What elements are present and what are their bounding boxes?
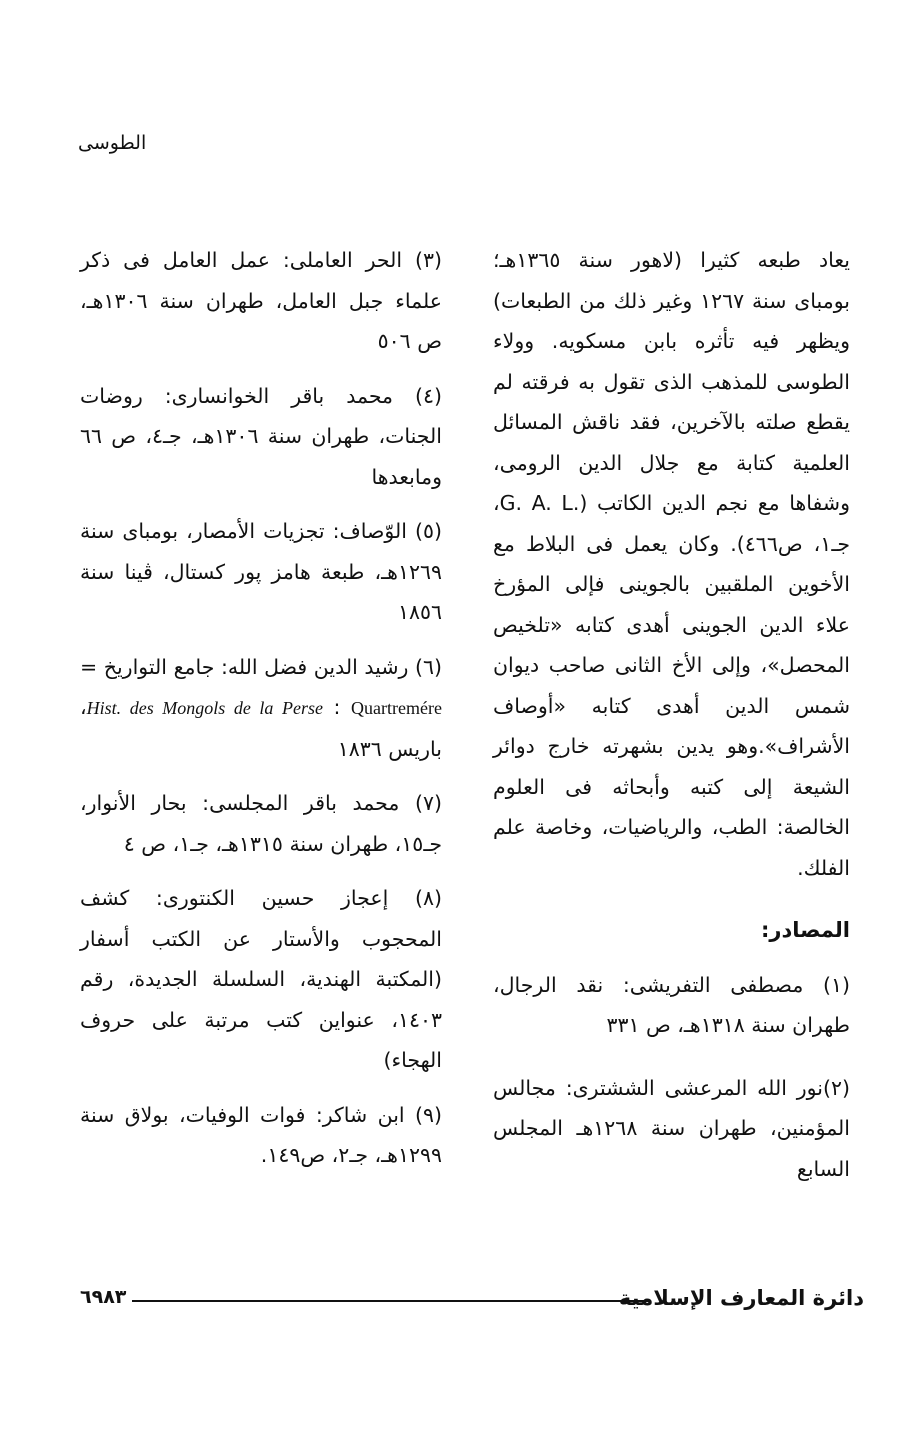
source-6-prefix: (٦) رشيد الدين فضل الله: جامع التواريخ = (80, 654, 442, 679)
source-entry-2: (٢)نور الله المرعشى الششترى: مجالس المؤمنين، طهران سنة ١٢٦٨هـ المجلس السابع (493, 1075, 851, 1181)
source-entry-3: (٣) الحر العاملى: عمل العامل فى ذكر علماء جبل العامل، طهران سنة ١٣٠٦هـ، ص ٥٠٦ (80, 248, 442, 353)
running-head: الطوسى (78, 132, 147, 154)
body-paragraph: يعاد طبعه كثيرا (لاهور سنة ١٣٦٥هـ؛ بومباى سنة ١٢٦٧ وغير ذلك من الطبعات) ويظهر فيه تأثره بابن مسكويه. وولاء الطوسى للمذهب الذى تقول به فرقته لم يقطع صلته بالآخرين، فقد ناقش المسائل العلمية كتابة مع جلال الدين الرومى، وشفاها مع نجم الدين الكاتب (.G. A. L، جـ١، ص٤٦٦). وكان يعمل فى البلاط مع الأخوين الملقبين بالجوينى فإلى المؤرخ علاء الدين الجوينى أهدى كتابه «تلخيص المحصل»، وإلى الأخ الثانى صاحب ديوان شمس الدين أهدى كتابه «أوصاف الأشراف».وهو يدين بشهرته خارج دوائر الشيعة إلى كتبه وأبحاثه فى العلوم الخالصة: الطب، والرياضيات، وخاصة علم الفلك. (493, 248, 850, 880)
left-column (80, 240, 442, 1190)
page-footer (80, 1286, 864, 1314)
source-entry-6: (٦) رشيد الدين فضل الله: جامع التواريخ = Quartremére : Hist. des Mongols de la Perse، باريس ١٨٣٦ (80, 654, 442, 761)
source-6-author: Quartremére (351, 698, 442, 718)
source-entry-4: (٤) محمد باقر الخوانسارى: روضات الجنات، طهران سنة ١٣٠٦هـ، جـ٤، ص ٦٦ ومابعدها (80, 383, 442, 489)
source-entry-9: (٩) ابن شاكر: فوات الوفيات، بولاق سنة ١٢٩٩هـ، جـ٢، ص١٤٩. (80, 1102, 442, 1167)
source-6-title: Hist. des Mongols de la Perse (86, 698, 323, 718)
source-entry-5: (٥) الوّصاف: تجزيات الأمصار، بومباى سنة ١٢٦٩هـ، طبعة هامز پور كستال، ڤينا سنة ١٨٥٦ (80, 519, 442, 624)
journal-title: دائرة المعارف الإسلامية (618, 1286, 864, 1310)
source-entry-7: (٧) محمد باقر المجلسى: بحار الأنوار، جـ١٥، طهران سنة ١٣١٥هـ، جـ١، ص ٤ (80, 791, 442, 856)
sources-heading: المصادر: (760, 918, 850, 942)
footer-rule (132, 1300, 649, 1302)
source-entry-1: (١) مصطفى التفريشى: نقد الرجال، طهران سنة ١٣١٨هـ، ص ٣٣١ (493, 972, 850, 1037)
source-entry-8: (٨) إعجاز حسين الكنتورى: كشف المحجوب والأستار عن الكتب أسفار (المكتبة الهندية، السلسلة الجديدة، رقم ١٤٠٣، عنواين كتب مرتبة على حروف الهجاء) (80, 886, 442, 1072)
source-6-suffix: ، باريس ١٨٣٦ (80, 695, 442, 761)
right-column (493, 240, 850, 1211)
page-number: ٦٩٨٣ (80, 1286, 127, 1308)
